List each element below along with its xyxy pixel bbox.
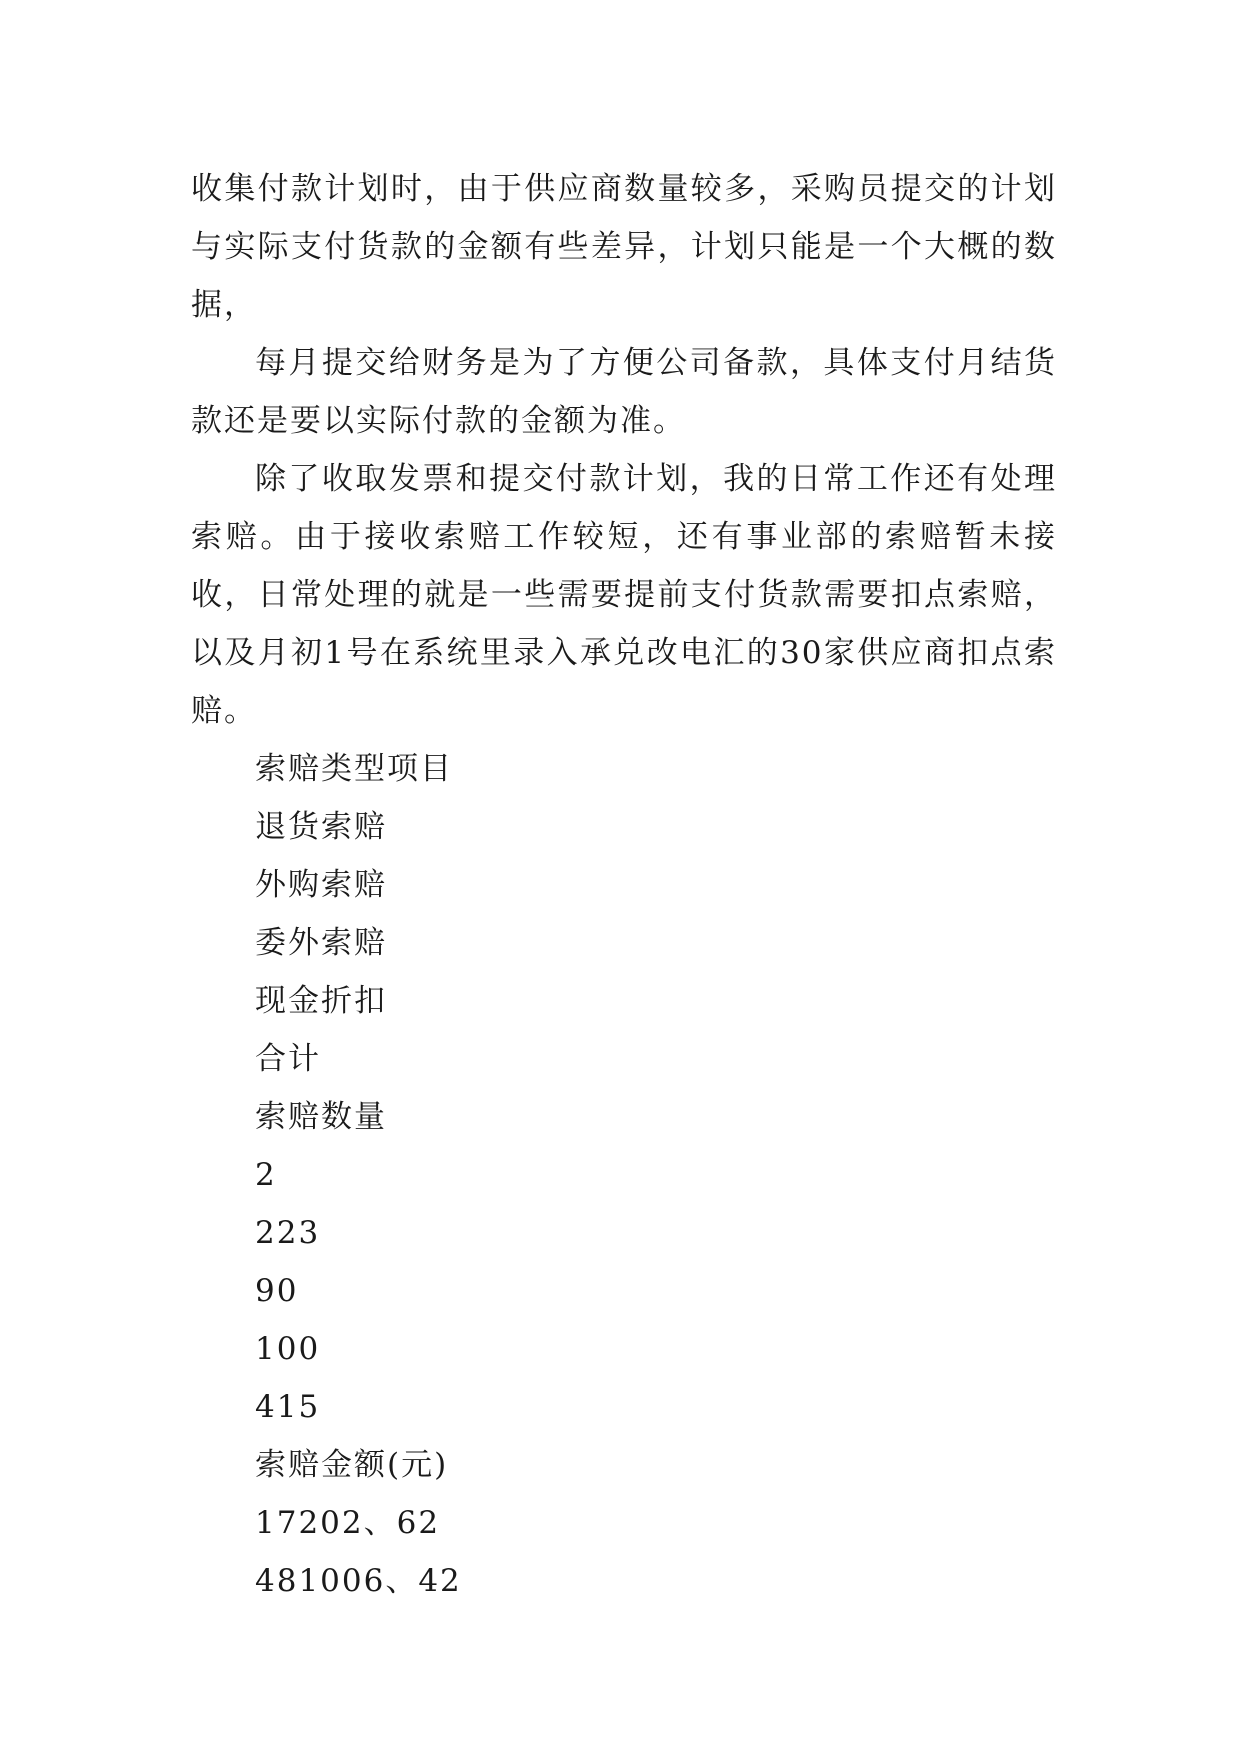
list-item: 17202、62 (255, 1505, 441, 1541)
list-item: 索赔金额(元) (255, 1447, 449, 1483)
list-item: 100 (255, 1331, 321, 1367)
list-item: 现金折扣 (255, 983, 387, 1019)
list-item: 223 (255, 1215, 321, 1251)
list-item: 索赔类型项目 (255, 751, 453, 787)
paragraph-monthly-submission: 每月提交给财务是为了方便公司备款，具体支付月结货款还是要以实际付款的金额为准。 (191, 345, 1057, 439)
list-item: 退货索赔 (255, 809, 387, 845)
document-body (191, 160, 1057, 1610)
paragraph-claims-work: 除了收取发票和提交付款计划，我的日常工作还有处理索赔。由于接收索赔工作较短，还有事业部的索赔暂未接收，日常处理的就是一些需要提前支付货款需要扣点索赔，以及月初1号在系统里录入承兑改电汇的30家供应商扣点索赔。 (191, 461, 1057, 729)
list-item: 415 (255, 1389, 321, 1425)
list-item: 2 (255, 1157, 277, 1193)
list-item: 委外索赔 (255, 925, 387, 961)
paragraph-payment-plan: 收集付款计划时，由于供应商数量较多，采购员提交的计划与实际支付货款的金额有些差异，计划只能是一个大概的数据， (191, 171, 1057, 323)
list-item: 外购索赔 (255, 867, 387, 903)
list-item: 481006、42 (255, 1563, 462, 1599)
list-item: 90 (255, 1273, 299, 1309)
list-item: 合计 (255, 1041, 321, 1077)
list-item: 索赔数量 (255, 1099, 387, 1135)
claims-line-list (191, 740, 1057, 1610)
